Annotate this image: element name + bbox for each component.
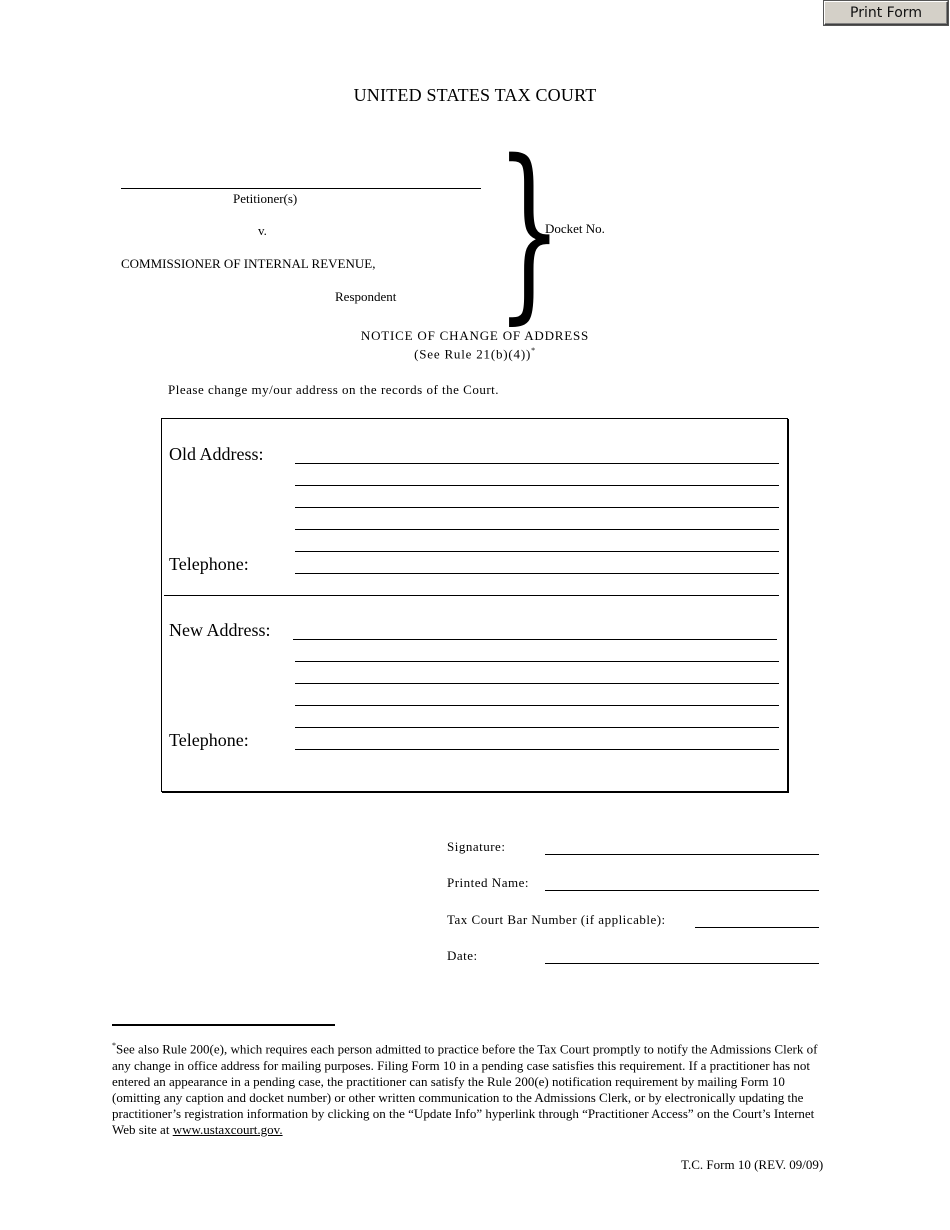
- address-section-divider: [164, 595, 779, 596]
- request-text: Please change my/our address on the records of the Court.: [168, 382, 500, 397]
- respondent-name: COMMISSIONER OF INTERNAL REVENUE,: [121, 256, 376, 271]
- docket-label: Docket No.: [545, 221, 605, 236]
- bar-number-line[interactable]: [695, 927, 819, 928]
- notice-title: NOTICE OF CHANGE OF ADDRESS: [360, 328, 590, 343]
- footnote-text: See also Rule 200(e), which requires each person admitted to practice before the Tax Court promptly to notify the Admissions Clerk of any change in office address for mailing purposes. Filing Form 10 in a pending case satisfies this requirement. If a practitioner has not entered an appearance in a pending case, the practitioner can satisfy the Rule 200(e) notification requirement by mailing Form 10 (omitting any caption and docket number) or other written communication to the Admissions Clerk, or by electronically updating the practitioner’s registration information by clicking on the “Update Info” hyperlink through “Practitioner Access” on the Court’s Internet Web site at: [112, 1041, 818, 1138]
- ustaxcourt-link[interactable]: www.ustaxcourt.gov.: [172, 1122, 283, 1138]
- footnote: [112, 1038, 832, 1139]
- old-telephone-label: Telephone:: [169, 554, 249, 574]
- new-address-line-5[interactable]: [295, 727, 779, 728]
- address-box: [161, 418, 788, 792]
- petitioner-name-line[interactable]: [121, 188, 481, 189]
- date-line[interactable]: [545, 963, 819, 964]
- court-title: UNITED STATES TAX COURT: [353, 85, 597, 105]
- footnote-separator: [112, 1024, 335, 1026]
- new-telephone-label: Telephone:: [169, 730, 249, 750]
- old-address-line-1[interactable]: [295, 463, 779, 464]
- bar-number-label: Tax Court Bar Number (if applicable):: [447, 912, 666, 927]
- new-address-line-3[interactable]: [295, 683, 779, 684]
- form-number: T.C. Form 10 (REV. 09/09): [681, 1157, 824, 1172]
- new-address-line-4[interactable]: [295, 705, 779, 706]
- new-address-line-2[interactable]: [295, 661, 779, 662]
- versus-label: v.: [258, 223, 267, 238]
- old-address-label: Old Address:: [169, 444, 264, 464]
- date-label: Date:: [447, 948, 478, 963]
- old-telephone-line[interactable]: [295, 573, 779, 574]
- old-address-line-4[interactable]: [295, 529, 779, 530]
- new-telephone-line[interactable]: [295, 749, 779, 750]
- old-address-line-2[interactable]: [295, 485, 779, 486]
- respondent-label: Respondent: [335, 289, 397, 304]
- printed-name-line[interactable]: [545, 890, 819, 891]
- petitioner-label: Petitioner(s): [233, 191, 298, 206]
- signature-line[interactable]: [545, 854, 819, 855]
- old-address-line-5[interactable]: [295, 551, 779, 552]
- old-address-line-3[interactable]: [295, 507, 779, 508]
- footnote-mark: *: [112, 1041, 116, 1050]
- printed-name-label: Printed Name:: [447, 875, 529, 890]
- print-form-button[interactable]: Print Form: [824, 1, 948, 25]
- rule-reference: (See Rule 21(b)(4))*: [414, 346, 536, 362]
- new-address-line-1[interactable]: [293, 639, 777, 640]
- signature-label: Signature:: [447, 839, 506, 854]
- caption-brace: }: [496, 120, 563, 341]
- new-address-label: New Address:: [169, 620, 271, 640]
